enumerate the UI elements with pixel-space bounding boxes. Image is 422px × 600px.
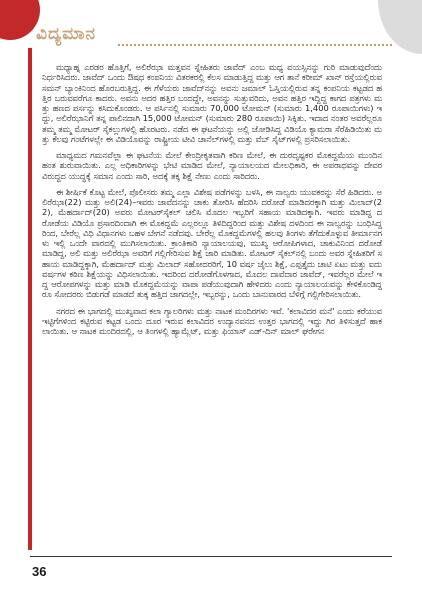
footer-rule — [30, 556, 392, 557]
paragraph: ಮಧ್ಯಾಹ್ನ ಎರಡರ ಹೊತ್ತಿಗೆ, ಅಲಿರೆಝಾ ಮತ್ತವನ ಸ್ನೇಹಿತರು ಜಾವೆದ್ ಎಂಬ ಮಧ್ಯ ವಯಸ್ಸಿನನ್ನು ಗುರಿ ಮಾಡುವುದೆಂದು ನಿರ್ಧರಿಸಿದರು. ಜಾವೆದ್ ಒಂದು ಔಷಧ ಕಂಪನಿಯ ವಿತರಕರಲ್ಲಿ ಕೆಲಸ ಮಾಡುತ್ತಿದ್ದ ಮತ್ತು ಆಗ ತಾನೆ ಕರೀಮ್ ಖಾನ್ ರಸ್ತೆಯಲ್ಲಿರುವ ಸಮನ್ ಬ್ಯಾಂಕಿನಿಂದ ಹೊರಬರುತ್ತಿದ್ದ. ಈ ಗೆಳೆಯರು ಜಾವೆದ್‌ನನ್ನು ಅವನು ಜಮಾಲ್ ಓಸ್ತಿಯಲ್ಲಿರುವ ತನ್ನ ಕಂಪನಿಯ ಕಟ್ಟಡದ ಹತ್ತಿರ ಬರುವವರೆಗೂ ಕಾದರು. ಅವನು ಅದರ ಹತ್ತಿರ ಬಂದದ್ದೇ, ಅವನನ್ನು ಸುತ್ತುವರಿದು, ಅವನ ಹತ್ತಿರ ಇದ್ದಿದ್ದ ಕಾಗದ ಪತ್ರಗಳು ಮತ್ತು ಹಣದ ಪರ್ಸನ್ನು ಕಸಿದುಕೊಂಡರು. ಆ ಪರ್ಸಿನಲ್ಲಿ ಸುಮಾರು 70,000 ಟೋಮನ್ (ಸುಮಾರು 1,400 ರೂಪಾಯಿಗಳು) ಇದ್ದು, ಅಲಿರೆಝಾನಿಗೆ ತನ್ನ ಪಾಲಿನದಾಗಿ 15,000 ಟೋಮನ್ (ಸುಮಾರು 280 ರೂಪಾಯಿ) ಸಿಕ್ಕಿತು. ಇದಾದ ನಂತರ ಅವರೆಲ್ಲರೂ ತಮ್ಮ ತಮ್ಮ ಮೋಟರ್ ಸೈಕಲ್ಲುಗಳಲ್ಲಿ ಹೊರಟರು. ನಡೆದ ಈ ಘಟನೆಯನ್ನು ಅಲ್ಲಿ ಜೋಡಿಸಿದ್ದ ವಿಡಿಯೊ ಕ್ಯಾಮರಾ ಸೆರೆಹಿಡಿಯಿತು ಮತ್ತು ಕೆಲವು ಗಂಟೆಗಳಲ್ಲೇ ಈ ವಿಡಿಯೊವನ್ನು ರಾಷ್ಟ್ರೀಯ ಟೀವಿ ಚಾನೆಲ್‌ಗಳಲ್ಲಿ ಮತ್ತು ವೆಬ್ ಸೈಟ್‌ಗಳಲ್ಲಿ ಪ್ರಸರಿಸಲಾಯಿತು. — [42, 62, 382, 144]
left-accent-bar — [28, 48, 32, 550]
corner-decoration-circle — [0, 0, 40, 40]
page-number: 36 — [32, 564, 47, 579]
header-dotted-rule — [118, 44, 392, 46]
paragraph: ನಗರದ ಈ ಭಾಗದಲ್ಲಿ ಮುಖ್ಯವಾದ ಕಲಾ ಗ್ಯಾಲರಿಗಳು ಮತ್ತು ನಾಟಕ ಮಂದಿರಗಳು ಇವೆ. 'ಕಲಾವಿದರ ಮನೆ' ಎಂದು ಕರೆಯುವ ಇಟ್ಟಿಗೆಗಳಿಂದ ಕಟ್ಟಿರುವ ಕಟ್ಟಡ ಒಂದು ದೂರ ಇರುವ ಕಲಾವಿದರ ಉದ್ಯಾನವನದ ಉತ್ತರ ಭಾಗದಲ್ಲಿ ಇದ್ದು ಗಿರ ತಿಳಿಸುತ್ತದೆ ಹಾಕಲಾಯಿತು. ಆ ನಾಟಕ ಮಂದಿರದಲ್ಲಿ, ಆ ತಿಂಗಳಲ್ಲಿ ಹ್ಯಾಮ್ಲೆಟ್, ಮತ್ತು ಫಿಯಾಸ್ ಎಡ್-ದಿನ್ ಮಾಲ್ ಘರೇಗನ — [42, 305, 382, 336]
paragraph: ಮಾಧ್ಯಮದ ಗಮನವೆಲ್ಲಾ ಈ ಘಟನೆಯ ಮೇಲೆ ಕೇಂದ್ರೀಕೃತವಾಗಿ ಕಠಿಣ ಮೇಲೆ, ಈ ದುರದೃಷ್ಟಕರ ಮೊಕದ್ದಮೆಯ ಮುಂದಿನ ಹಂತ ಶುರುವಾಯಿತು. ಎಲ್ಲ ಅಧಿಕಾರಿಗಳನ್ನು ಭೇಟಿ ಮಾಡಿದ ಮೇಲೆ, ನ್ಯಾಯಾಲಯದ ಮೇಲಧಿಕಾರಿ, ಈ ಅಪರಾಧವನ್ನು ದೇವರ ವಿರುದ್ಧದ ಯುದ್ಧಕ್ಕೆ ಸಮಾನ ಎಂದು ಸಾರಿ, ಅದಕ್ಕೆ ತಕ್ಕ ಶಿಕ್ಷೆ ನೇಣು ಎಂದು ಸಾರಿದರು. — [42, 150, 382, 181]
paragraph: ಈ ಶೀರ್ಷಿಕೆ ಕೊಟ್ಟ ಮೇಲೆ, ಪೊಲೀಸರು ತಮ್ಮ ಎಲ್ಲಾ ವಿಶೇಷ ಪಡೆಗಳನ್ನು ಬಳಸಿ, ಈ ನಾಲ್ವರು ಯುವಕರನ್ನು ಸೆರೆ ಹಿಡಿದರು. ಅಲಿರೆಝಾ(22) ಮತ್ತು ಅಲಿ(24)–ಇವರು ಜಾವೆದನನ್ನು ಚಾಕು ತೋರಿಸಿ ಹೆದರಿಸಿ ದರೋಡೆ ಮಾಡಿದರಕ್ಕಾಗಿ ಮತ್ತು ಮಿಲಾದ್(22), ಮೆಹರ್ದಾದ್(20) ಅವರು ಮೋಟರ್‌ಸೈಕಲ್ ಚಲಿಸಿ ಮೊದಲ ಇಬ್ಬರಿಗೆ ಸಹಾಯ ಮಾಡಿದಕ್ಕಾಗಿ. ಇವರು ಮಾಡಿದ್ದ ದರೋಡೆಯ ವಿಡಿಯೊ ಪ್ರಸಾರದಿಂದಾಗಿ ಈ ಮೊಕದ್ದಮೆ ಎಲ್ಲರಲ್ಲೂ ತಿಳಿದಿದ್ದರಿಂದ ಮತ್ತು ವಿಶೇಷ ದಳದಿಂದ ಈ ನಾಲ್ವರನ್ನು ಬಂಧಿಸಿದ್ದರಿಂದ, ಬೇರೆಲ್ಲ ವಿಧಿ ವಿಧಾನಗಳು ಬಹಳ ಬೇಗನೆ ನಡೆದವು. ಬೇರೆಲ್ಲ ಮೊಕದ್ದಮೆಗಳಲ್ಲಿ ಹಲವು ತಿಂಗಳು ತೆಗೆದುಕೊಳ್ಳುವ ತೀರ್ಮಾನಗಳು ಇಲ್ಲಿ ಒಂದೇ ವಾರದಲ್ಲಿ ಮುಗಿಸಲಾಯಿತು. ಕ್ರಾಂತಿಕಾರಿ ನ್ಯಾಯಾಲಯವು, ಮುಖ್ಯ ಆರೋಪಿಗಳಾದ, ಚಾಕುವಿನಿಂದ ದರೋಡೆ ಮಾಡಿದ್ದ, ಅಲಿ ಮತ್ತು ಅಲಿರೆಝಾ ಅವರಿಗೆ ಗಲ್ಲಿಗೇರಿಸುವ ಶಿಕ್ಷೆ ಜಾರಿ ಮಾಡಿತು. ಮೋಟರ್ ಸೈಕಲ್‌ನಲ್ಲಿ ಬಂದು ಅವರ ಸ್ನೇಹಿತರಿಗೆ ಸಹಾಯ ಮಾಡಿದ್ದಕ್ಕಾಗಿ, ಮೆಹರ್ದಾದ್ ಮತ್ತು ಮಿಲಾದ್ ಸಹೋದರರಿಗೆ, 10 ವರ್ಷ ಜೈಲು ಶಿಕ್ಷೆ, ಎಪ್ಪತ್ತೈದು ಚಾಟಿ ಏಟು ಮತ್ತು ಐದು ವರ್ಷಗಳ ಕಠಿಣ ಶಿಕ್ಷೆಯನ್ನು ವಿಧಿಸಲಾಯಿತು. ಇದರಿಂದ ದರೋಡೆಗೊಳಗಾದ, ಮೊದಲ ದಾವೆದಾರ ಜಾವೆದ್, ಇವರೆಲ್ಲರ ಮೇಲೆ ಇದ್ದ ಆರೋಪಗಳನ್ನು ಮತ್ತು ಮಾಡಿ ಮೊಕದ್ದಮೆಯನ್ನು ವಾಪಾ ಪಡೆಯುವುದಾಗಿ ಹೇಳಿದರು ಎಂದು ನ್ಯಾಯಾಲಯವನ್ನು ಕೇಳಿಕೊಂಡಿದ್ದರೂ ಸೋದರರು ಬಿಡುಗಡೆ ಮಾಡದೆ ತುಕ್ಕ ಹತ್ತಿದ ಜಾಗದಲ್ಲೇ, ಇಬ್ಬರನ್ನು, ಒಂದು ಬಾನುವಾರದ ಬೆಳಿಗ್ಗೆ ಗಲ್ಲಿಗೇರಿಸಲಾಯಿತು. — [42, 186, 382, 300]
section-title: ವಿದ್ಯಮಾನ — [36, 24, 96, 44]
article-body — [42, 62, 382, 554]
